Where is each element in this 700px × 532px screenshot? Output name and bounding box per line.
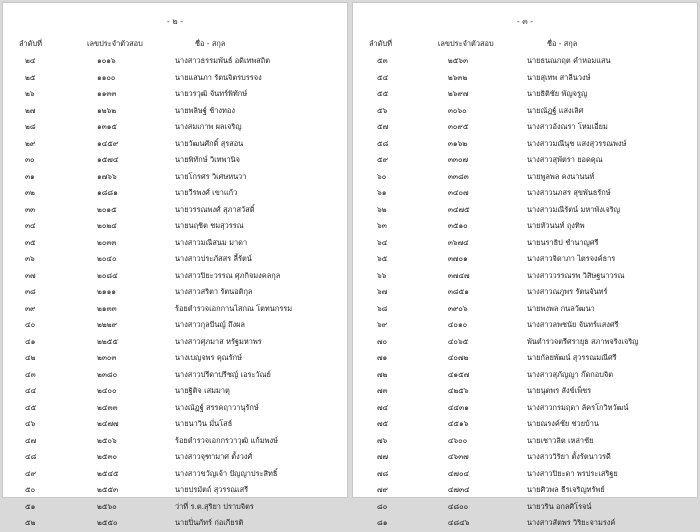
table-row bbox=[369, 70, 691, 87]
row-name: นางณัฏฐ์ สรรคฤาวานุรักษ์ bbox=[175, 402, 259, 412]
row-id: ๔๖๓๗ bbox=[447, 452, 469, 461]
row-name: นายพงพล กนลวัฒนา bbox=[526, 303, 595, 313]
row-seq: ๖๘ bbox=[377, 303, 388, 313]
table-row bbox=[19, 136, 337, 153]
row-seq: ๓๖ bbox=[25, 254, 35, 263]
row-name: ว่าที่ ร.ต.สุริยา ปราบจิตร bbox=[175, 501, 254, 511]
row-id: ๓๕๑๐ bbox=[447, 221, 468, 230]
row-seq: ๖๕ bbox=[377, 254, 388, 263]
row-id: ๓๘๕๑ bbox=[447, 287, 469, 296]
row-id: ๓๑๖๒ bbox=[447, 138, 468, 148]
row-name: นางสมเกาพ ผลเจริญ bbox=[175, 122, 242, 131]
row-name: นายวีรพงศ์ เขาแก้ว bbox=[175, 188, 238, 197]
table-row bbox=[369, 433, 691, 450]
row-id: ๒๓๐๓ bbox=[97, 353, 117, 362]
row-seq: ๒๔ bbox=[25, 56, 36, 65]
table-row bbox=[369, 449, 691, 466]
table-row bbox=[19, 86, 337, 103]
header-id: เลขประจำตัวสอบ bbox=[87, 39, 143, 48]
row-seq: ๗๓ bbox=[377, 386, 388, 395]
table-row bbox=[369, 53, 691, 70]
row-seq: ๕๓ bbox=[377, 56, 388, 65]
row-name: นางสาวนภสร สุขพันธรักษ์ bbox=[526, 188, 611, 197]
table-row bbox=[19, 103, 337, 120]
row-name: นายนุตพร สังข์เพ็ชร bbox=[526, 386, 592, 395]
row-seq: ๒๘ bbox=[25, 122, 36, 131]
row-seq: ๗๙ bbox=[377, 485, 388, 494]
table-row bbox=[369, 317, 691, 334]
row-id: ๓๙๐๖ bbox=[447, 303, 468, 313]
row-name: นายพูลพล คงนานนท์ bbox=[526, 171, 595, 181]
page-number: - ๓ - bbox=[516, 17, 534, 26]
row-id: ๓๐๖๐ bbox=[447, 105, 467, 115]
header-seq: ลำดับที่ bbox=[19, 39, 43, 48]
row-id: ๓๔๐๗ bbox=[447, 188, 469, 197]
row-name: นายนฤชิต ชมสุวรรณ bbox=[175, 221, 244, 230]
row-seq: ๗๖ bbox=[377, 435, 388, 445]
table-row bbox=[369, 482, 691, 499]
row-seq: ๕๗ bbox=[377, 122, 389, 131]
table-row bbox=[19, 400, 337, 417]
row-seq: ๓๘ bbox=[25, 287, 36, 296]
row-name: นางสาวณภูพร รัตนจันทร์ bbox=[526, 287, 608, 296]
table-row bbox=[369, 136, 691, 153]
row-seq: ๘๐ bbox=[377, 501, 388, 511]
row-name: พันตำรวจตรีศรายุธ สภาพจริงเจริญ bbox=[526, 336, 639, 346]
row-seq: ๔๘ bbox=[25, 452, 37, 461]
row-id: ๔๔๓๑ bbox=[447, 402, 469, 412]
table-row bbox=[19, 268, 337, 285]
row-id: ๓๔๗๕ bbox=[447, 204, 470, 214]
row-id: ๒๐๔๐ bbox=[97, 254, 117, 263]
row-id: ๒๕๔๕ bbox=[97, 468, 119, 478]
row-id: ๒๒๒๙ bbox=[97, 320, 118, 329]
row-name: นางสาวมณีสนม มาดา bbox=[175, 237, 248, 247]
row-id: ๑๔๕๙ bbox=[97, 138, 119, 148]
table-row bbox=[19, 367, 337, 384]
row-name: นางสาววรรณรพ วิสิษฐนาวรณ bbox=[526, 270, 625, 280]
row-id: ๒๕๖๐ bbox=[97, 501, 117, 511]
row-id: ๒๑๓๓ bbox=[97, 303, 117, 313]
table-row bbox=[369, 169, 691, 186]
row-name: นางสาวสัตพร วิริยะจามรงค์ bbox=[526, 518, 616, 527]
row-name: นางสาวกรมฤดา ลัครโกวิทวัฒน์ bbox=[526, 402, 629, 412]
row-name: นางสาวสุพัตรา ยอดคุณ bbox=[526, 155, 603, 164]
table-row bbox=[369, 251, 691, 268]
row-name: ร้อยตำรวจเอกกานไสกณ โตทนกรรม bbox=[175, 303, 293, 313]
row-name: นางสาวสริตา รัตนอติกุล bbox=[175, 287, 253, 296]
table-row bbox=[369, 400, 691, 417]
row-seq: ๔๑ bbox=[25, 336, 36, 346]
table-row bbox=[19, 202, 337, 219]
row-id: ๓๗๔๗ bbox=[447, 270, 470, 280]
table-row bbox=[369, 466, 691, 483]
header-row bbox=[369, 35, 691, 53]
table-row bbox=[19, 152, 337, 169]
row-seq: ๖๒ bbox=[377, 204, 387, 214]
row-id: ๒๕๐๖ bbox=[97, 435, 117, 445]
table-row bbox=[369, 515, 691, 532]
row-seq: ๖๗ bbox=[377, 287, 388, 296]
table-row bbox=[369, 367, 691, 384]
row-seq: ๖๐ bbox=[377, 171, 387, 181]
row-id: ๒๑๑๑ bbox=[97, 287, 116, 296]
row-seq: ๓๗ bbox=[25, 270, 36, 280]
row-id: ๒๐๑๕ bbox=[97, 204, 117, 214]
row-id: ๒๕๖๓ bbox=[447, 56, 469, 65]
row-name: นางสาวจิดาภา ไตรจงค์ธาร bbox=[526, 254, 616, 263]
row-seq: ๕๙ bbox=[377, 155, 389, 164]
table-row bbox=[19, 169, 337, 186]
table-row bbox=[369, 152, 691, 169]
row-name: นายพลิษฐ์ ช้างทอง bbox=[175, 105, 235, 115]
row-id: ๔๐๗๒ bbox=[447, 353, 469, 362]
row-id: ๓๐๙๕ bbox=[447, 122, 469, 131]
row-id: ๑๘๘๑ bbox=[97, 188, 118, 197]
table-row bbox=[19, 350, 337, 367]
table-row bbox=[19, 53, 337, 70]
row-seq: ๒๕ bbox=[25, 72, 36, 82]
row-name: นายธิติชัย พัญจรูญ bbox=[526, 89, 588, 98]
table-row bbox=[369, 284, 691, 301]
header-row bbox=[19, 35, 337, 53]
row-id: ๓๓๐๗ bbox=[447, 155, 469, 164]
row-seq: ๓๕ bbox=[25, 237, 36, 247]
row-seq: ๓๑ bbox=[25, 171, 35, 181]
row-seq: ๘๑ bbox=[377, 518, 388, 527]
row-id: ๑๓๑๕ bbox=[97, 122, 118, 131]
row-name: นายวรวุฒิ จันทร์พิทักษ์ bbox=[175, 89, 248, 98]
row-id: ๒๖๓๒ bbox=[447, 72, 468, 82]
table-row bbox=[19, 70, 337, 87]
candidate-table bbox=[19, 35, 337, 532]
table-row bbox=[19, 482, 337, 499]
row-name: นายนราธิป ชำนาญศรี bbox=[526, 237, 599, 247]
row-id: ๔๗๐๔ bbox=[447, 468, 470, 478]
header-name: ชื่อ - สกุล bbox=[195, 39, 226, 48]
row-id: ๔๘๐๐ bbox=[447, 501, 469, 511]
row-name: นางสาวขวัญเจ้า ปัญญาประสิทธิ์ bbox=[175, 468, 278, 478]
table-row bbox=[19, 284, 337, 301]
row-name: นางสาวธรรมพันธ์ อดิเทพสถิต bbox=[175, 56, 271, 65]
row-name: นายณัฏฐ์ แสงเลิศ bbox=[526, 105, 584, 115]
row-id: ๒๕๓๐ bbox=[97, 452, 118, 461]
row-seq: ๖๙ bbox=[377, 320, 388, 329]
row-id: ๔๕๑๖ bbox=[447, 419, 469, 428]
row-id: ๓๖๗๔ bbox=[447, 237, 469, 247]
row-id: ๒๒๕๕ bbox=[97, 336, 118, 346]
table-row bbox=[19, 119, 337, 136]
row-id: ๔๐๑๐ bbox=[447, 320, 468, 329]
row-seq: ๔๐ bbox=[25, 320, 36, 329]
table-row bbox=[19, 449, 337, 466]
page-left bbox=[2, 2, 348, 527]
row-name: นางสาวปิยะวรรณ ศุภกิจมงคลกุล bbox=[175, 270, 281, 280]
table-row bbox=[369, 301, 691, 318]
table-row bbox=[19, 317, 337, 334]
row-name: นายศิวพล ธีรเจริญทรัพย์ bbox=[526, 485, 605, 494]
table-row bbox=[19, 433, 337, 450]
row-id: ๒๔๗๗ bbox=[97, 419, 119, 428]
row-name: นางสาวสุภัญญา ก๊ดกอบจิต bbox=[526, 369, 614, 379]
row-name: นายกัลยพัฒน์ สุวรรณมณีศรี bbox=[526, 353, 617, 362]
row-name: นายหัวนนท์ ถุงทิพ bbox=[526, 221, 585, 230]
row-seq: ๖๔ bbox=[377, 237, 388, 247]
table-row bbox=[369, 235, 691, 252]
row-name: นางสาวอังณรา โหมเอี่ยม bbox=[526, 122, 608, 131]
row-id: ๒๕๕๐ bbox=[97, 518, 118, 527]
row-seq: ๔๔ bbox=[25, 386, 37, 395]
row-name: นายนาวิน มั่นโสธ์ bbox=[175, 419, 233, 428]
table-row bbox=[369, 334, 691, 351]
table-row bbox=[369, 499, 691, 516]
row-id: ๔๑๕๗ bbox=[447, 369, 470, 379]
table-body bbox=[369, 53, 691, 532]
row-seq: ๗๘ bbox=[377, 468, 389, 478]
row-name: นางสาววิริยา ตั้งรัตนาวรดี bbox=[526, 452, 611, 461]
row-seq: ๗๗ bbox=[377, 452, 389, 461]
table-row bbox=[369, 185, 691, 202]
row-name: นายปรมัตถ์ สุวรรณเสรี bbox=[175, 485, 249, 494]
row-id: ๒๐๘๔ bbox=[97, 270, 118, 280]
row-seq: ๒๗ bbox=[25, 105, 36, 115]
table-row bbox=[19, 334, 337, 351]
row-seq: ๖๑ bbox=[377, 188, 387, 197]
row-id: ๓๗๐๑ bbox=[447, 254, 468, 263]
row-seq: ๗๒ bbox=[377, 369, 388, 379]
row-name: นางสาวมณีนุช แสงสุวรรณพงษ์ bbox=[526, 138, 627, 148]
row-seq: ๔๖ bbox=[25, 419, 36, 428]
row-name: ร้อยตำรวจเอกกรวาวุฒิ แก้มพงษ์ bbox=[175, 435, 278, 445]
row-name: นางสาวปิยะดา พรประเสริฐย bbox=[526, 468, 618, 478]
row-name: นายพิทักษ์ วิเทพานิจ bbox=[175, 155, 240, 164]
table-row bbox=[19, 499, 337, 516]
row-id: ๒๓๘๐ bbox=[97, 369, 118, 379]
table-row bbox=[369, 202, 691, 219]
table-row bbox=[19, 218, 337, 235]
row-seq: ๓๐ bbox=[25, 155, 35, 164]
row-id: ๒๔๐๐ bbox=[97, 386, 117, 395]
table-body bbox=[19, 53, 337, 532]
row-seq: ๔๕ bbox=[25, 402, 37, 412]
row-seq: ๖๓ bbox=[377, 221, 387, 230]
row-seq: ๕๘ bbox=[377, 138, 389, 148]
table-row bbox=[19, 515, 337, 532]
row-id: ๔๐๖๕ bbox=[447, 336, 469, 346]
row-name: นางสาวลพชนัย จันทร์แสงศรี bbox=[526, 320, 619, 329]
table-row bbox=[19, 251, 337, 268]
table-row bbox=[369, 119, 691, 136]
row-name: นายธนณกฤต คำหอมแสน bbox=[526, 56, 611, 65]
row-seq: ๖๖ bbox=[377, 270, 387, 280]
row-seq: ๕๖ bbox=[377, 105, 388, 115]
row-id: ๑๗๖๖ bbox=[97, 171, 117, 181]
row-name: นายวัฒนศักดิ์ สุรสอน bbox=[175, 138, 244, 148]
table-row bbox=[369, 416, 691, 433]
row-id: ๓๓๘๓ bbox=[447, 171, 469, 181]
table-row bbox=[19, 301, 337, 318]
candidate-table bbox=[369, 35, 691, 532]
row-seq: ๕๕ bbox=[377, 89, 389, 98]
table-row bbox=[369, 268, 691, 285]
row-seq: ๔๓ bbox=[25, 369, 36, 379]
row-seq: ๗๐ bbox=[377, 336, 388, 346]
table-row bbox=[19, 235, 337, 252]
row-id: ๒๐๒๔ bbox=[97, 221, 117, 230]
row-name: นางสาวจุฑามาศ ตั้งวงศ์ bbox=[175, 452, 253, 461]
row-seq: ๕๐ bbox=[25, 485, 36, 494]
row-seq: ๗๕ bbox=[377, 419, 389, 428]
table-row bbox=[19, 416, 337, 433]
row-name: นายวรรณพงศ์ สุภาสวัสดิ์ bbox=[175, 204, 255, 214]
table-row bbox=[19, 383, 337, 400]
row-id: ๒๕๕๓ bbox=[97, 485, 119, 494]
row-seq: ๓๒ bbox=[25, 188, 35, 197]
row-name: นางสาวมณีรัตน์ มหาพังเจริญ bbox=[526, 204, 620, 214]
row-id: ๑๕๗๔ bbox=[97, 155, 119, 164]
row-name: นางสาวประภัสสร ลี้รัตน์ bbox=[175, 254, 252, 263]
page-number: - ๒ - bbox=[166, 17, 184, 26]
header-name: ชื่อ - สกุล bbox=[546, 39, 578, 48]
header-seq: ลำดับที่ bbox=[369, 39, 393, 48]
row-id: ๒๔๓๓ bbox=[97, 402, 118, 412]
row-seq: ๗๔ bbox=[377, 402, 389, 412]
row-name: นายโกรศร วิเศษหนวา bbox=[175, 171, 247, 181]
row-name: นายฐิติจ เสมมาตุ bbox=[175, 386, 230, 395]
row-seq: ๒๖ bbox=[25, 89, 35, 98]
row-name: นายเชาวลิต เหล่าชัย bbox=[526, 435, 594, 445]
row-seq: ๕๑ bbox=[25, 501, 36, 511]
row-name: นางสาวศุภมาส หรัฐมหาพร bbox=[175, 336, 262, 346]
page-right bbox=[352, 2, 698, 527]
table-row bbox=[369, 86, 691, 103]
row-seq: ๓๓ bbox=[25, 204, 36, 214]
table-row bbox=[369, 383, 691, 400]
row-name: นางสาวกุลบีนญ์ ถึงผล bbox=[175, 320, 245, 329]
row-name: นางเบญจพร คุณรักษ์ bbox=[175, 353, 242, 362]
row-id: ๔๘๔๖ bbox=[447, 518, 470, 527]
row-id: ๑๒๖๒ bbox=[97, 105, 117, 115]
table-row bbox=[369, 103, 691, 120]
row-seq: ๓๔ bbox=[25, 221, 36, 230]
row-id: ๔๖๐๐ bbox=[447, 435, 468, 445]
row-name: นายปิ่นภัทร์ ก่อเกียรติ bbox=[175, 518, 244, 527]
table-row bbox=[369, 218, 691, 235]
row-seq: ๔๙ bbox=[25, 468, 37, 478]
row-seq: ๕๒ bbox=[25, 518, 36, 527]
row-id: ๑๐๑๖ bbox=[97, 56, 116, 65]
row-name: นายวริน อกลศิโรจน์ bbox=[526, 501, 592, 511]
row-id: ๒๖๙๗ bbox=[447, 89, 469, 98]
row-seq: ๗๑ bbox=[377, 353, 388, 362]
row-id: ๔๗๓๔ bbox=[447, 485, 470, 494]
header-id: เลขประจำตัวสอบ bbox=[437, 39, 494, 48]
row-id: ๑๑๓๓ bbox=[97, 89, 117, 98]
row-seq: ๓๙ bbox=[25, 303, 36, 313]
row-seq: ๒๙ bbox=[25, 138, 36, 148]
row-name: นางสาวปรีดาปรีชญ์ เอระวัณย์ bbox=[175, 369, 271, 379]
table-row bbox=[369, 350, 691, 367]
row-seq: ๔๒ bbox=[25, 353, 36, 362]
row-id: ๑๑๐๐ bbox=[97, 72, 116, 82]
row-id: ๒๐๓๓ bbox=[97, 237, 117, 247]
row-seq: ๕๔ bbox=[377, 72, 389, 82]
row-name: นายณรงค์ชัย ช่วยบ้าน bbox=[526, 419, 599, 428]
table-row bbox=[19, 185, 337, 202]
row-name: นายสุเทพ สาลีนวงษ์ bbox=[526, 72, 591, 82]
row-seq: ๔๗ bbox=[25, 435, 37, 445]
row-id: ๔๒๕๖ bbox=[447, 386, 469, 395]
table-row bbox=[19, 466, 337, 483]
row-name: นายแสนภา รัตนจิตรบรรจง bbox=[175, 72, 262, 82]
